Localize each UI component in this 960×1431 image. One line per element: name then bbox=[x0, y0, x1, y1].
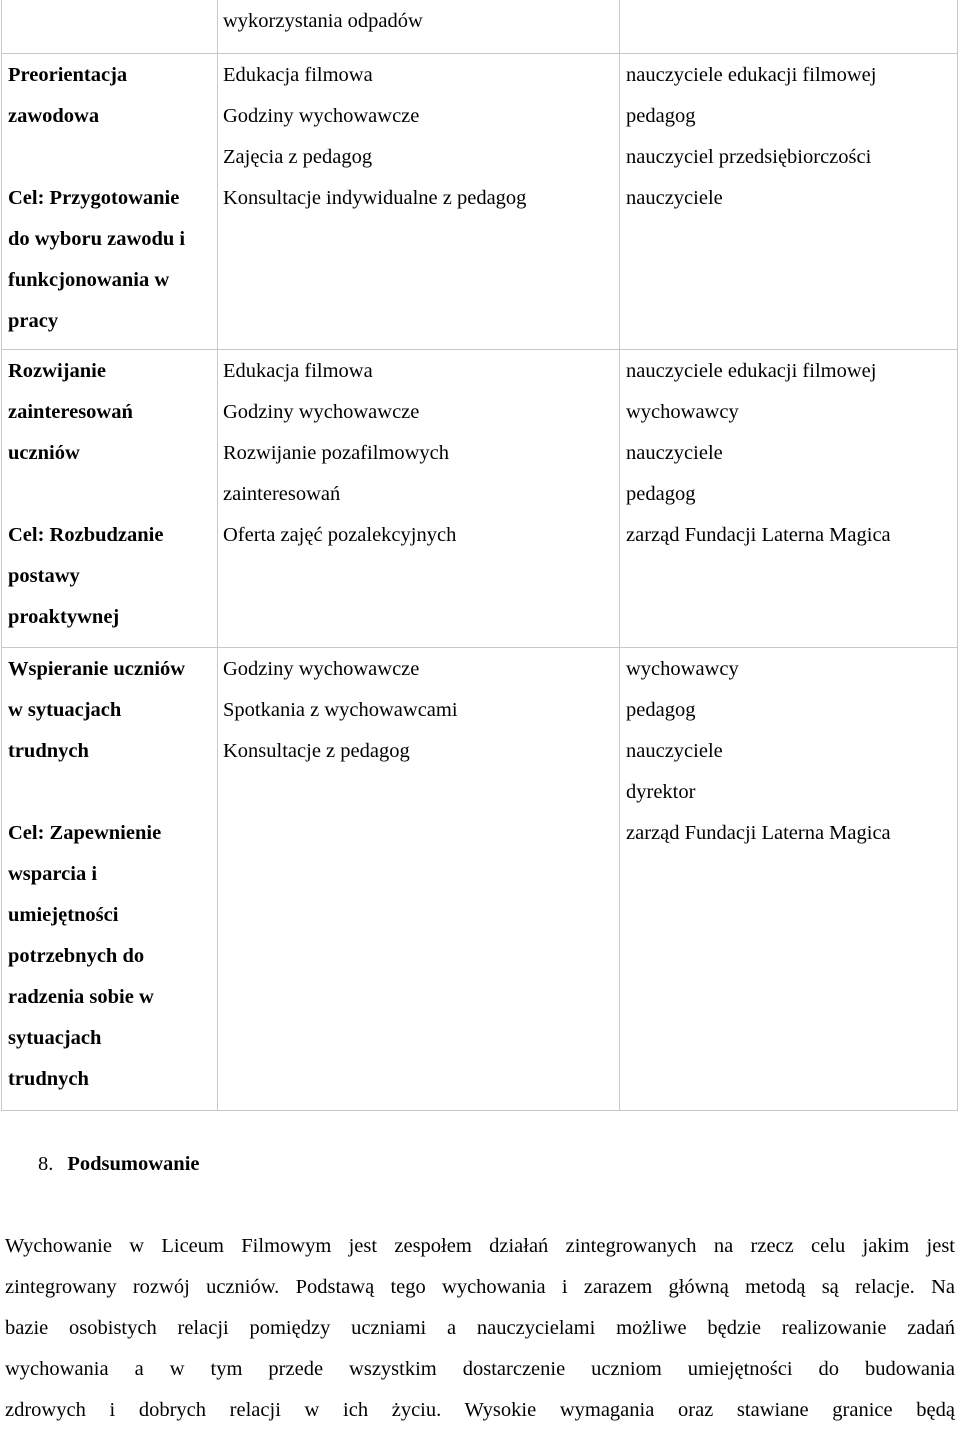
area-line: zainteresowań bbox=[8, 401, 133, 423]
forms-cell bbox=[217, 648, 619, 1110]
responsible-line: wychowawcy bbox=[626, 401, 739, 423]
responsible-line: zarząd Fundacji Laterna Magica bbox=[626, 524, 891, 546]
responsible-line: nauczyciele edukacji filmowej bbox=[626, 64, 877, 86]
responsible-line: nauczyciele bbox=[626, 187, 723, 209]
area-line: trudnych bbox=[8, 740, 89, 762]
area-line-spacer bbox=[8, 137, 211, 178]
area-cell bbox=[1, 0, 217, 53]
responsible-line: nauczyciele bbox=[626, 442, 723, 464]
area-line: uczniów bbox=[8, 442, 80, 464]
area-goal-line: umiejętności bbox=[8, 904, 119, 926]
responsible-line: pedagog bbox=[626, 483, 696, 505]
section-title: Podsumowanie bbox=[67, 1153, 200, 1175]
area-line-spacer bbox=[8, 772, 211, 813]
section-number: 8. bbox=[38, 1153, 54, 1175]
area-goal-line: Cel: Rozbudzanie bbox=[8, 524, 164, 546]
forms-line: Godziny wychowawcze bbox=[223, 105, 420, 127]
forms-cell bbox=[217, 350, 619, 647]
paragraph-line: Wychowanie w Liceum Filmowym jest zespołem działań zintegrowanych na rzecz celu jakim jest bbox=[5, 1235, 955, 1257]
forms-line: wykorzystania odpadów bbox=[223, 10, 423, 32]
table-row-career-orientation bbox=[1, 54, 958, 350]
area-goal-line: proaktywnej bbox=[8, 606, 120, 628]
forms-line: zainteresowań bbox=[223, 483, 341, 505]
area-goal-line: funkcjonowania w bbox=[8, 269, 170, 291]
section-heading bbox=[38, 1144, 200, 1185]
forms-line: Godziny wychowawcze bbox=[223, 401, 420, 423]
responsible-cell bbox=[619, 350, 958, 647]
table-row-support bbox=[1, 648, 958, 1111]
responsible-line: dyrektor bbox=[626, 781, 696, 803]
activities-table bbox=[1, 0, 958, 1111]
responsible-line: nauczyciele bbox=[626, 740, 723, 762]
forms-cell bbox=[217, 54, 619, 349]
responsible-line: pedagog bbox=[626, 699, 696, 721]
paragraph-line: zintegrowany rozwój uczniów. Podstawą tego wychowania i zarazem główną metodą są relacje. Na bbox=[5, 1276, 955, 1298]
responsible-line: nauczyciele edukacji filmowej bbox=[626, 360, 877, 382]
paragraph-line: zdrowych i dobrych relacji w ich życiu. Wysokie wymagania oraz stawiane granice będą bbox=[5, 1399, 955, 1421]
area-goal-line: wsparcia i bbox=[8, 863, 98, 885]
forms-line: Godziny wychowawcze bbox=[223, 658, 420, 680]
forms-line: Konsultacje indywidualne z pedagog bbox=[223, 187, 527, 209]
area-goal-line: sytuacjach bbox=[8, 1027, 102, 1049]
responsible-cell bbox=[619, 0, 958, 53]
responsible-line: zarząd Fundacji Laterna Magica bbox=[626, 822, 891, 844]
area-goal-line: pracy bbox=[8, 310, 59, 332]
table-row-continuation bbox=[1, 0, 958, 54]
responsible-cell bbox=[619, 54, 958, 349]
forms-line: Spotkania z wychowawcami bbox=[223, 699, 458, 721]
area-cell bbox=[1, 648, 217, 1110]
area-goal-line: do wyboru zawodu i bbox=[8, 228, 186, 250]
responsible-cell bbox=[619, 648, 958, 1110]
forms-line: Edukacja filmowa bbox=[223, 64, 373, 86]
area-goal-line: Cel: Przygotowanie bbox=[8, 187, 180, 209]
area-goal-line: Cel: Zapewnienie bbox=[8, 822, 162, 844]
responsible-line: nauczyciel przedsiębiorczości bbox=[626, 146, 872, 168]
area-line: zawodowa bbox=[8, 105, 100, 127]
forms-line: Zajęcia z pedagog bbox=[223, 146, 373, 168]
area-line: Preorientacja bbox=[8, 64, 128, 86]
forms-line: Oferta zajęć pozalekcyjnych bbox=[223, 524, 457, 546]
forms-line: Rozwijanie pozafilmowych bbox=[223, 442, 450, 464]
forms-cell bbox=[217, 0, 619, 53]
area-line-spacer bbox=[8, 474, 211, 515]
table-row-interests bbox=[1, 350, 958, 648]
area-line: Rozwijanie bbox=[8, 360, 106, 382]
area-goal-line: trudnych bbox=[8, 1068, 89, 1090]
responsible-line: pedagog bbox=[626, 105, 696, 127]
responsible-line: wychowawcy bbox=[626, 658, 739, 680]
forms-line: Edukacja filmowa bbox=[223, 360, 373, 382]
paragraph-line: wychowania a w tym przede wszystkim dostarczenie uczniom umiejętności do budowania bbox=[5, 1358, 955, 1380]
area-goal-line: postawy bbox=[8, 565, 80, 587]
area-line: w sytuacjach bbox=[8, 699, 122, 721]
area-line: Wspieranie uczniów bbox=[8, 658, 186, 680]
paragraph-line: bazie osobistych relacji pomiędzy uczniami a nauczycielami możliwe będzie realizowanie zadań bbox=[5, 1317, 955, 1339]
area-goal-line: radzenia sobie w bbox=[8, 986, 154, 1008]
forms-line: Konsultacje z pedagog bbox=[223, 740, 410, 762]
area-cell bbox=[1, 350, 217, 647]
area-goal-line: potrzebnych do bbox=[8, 945, 145, 967]
summary-paragraph bbox=[5, 1226, 955, 1431]
area-cell bbox=[1, 54, 217, 349]
